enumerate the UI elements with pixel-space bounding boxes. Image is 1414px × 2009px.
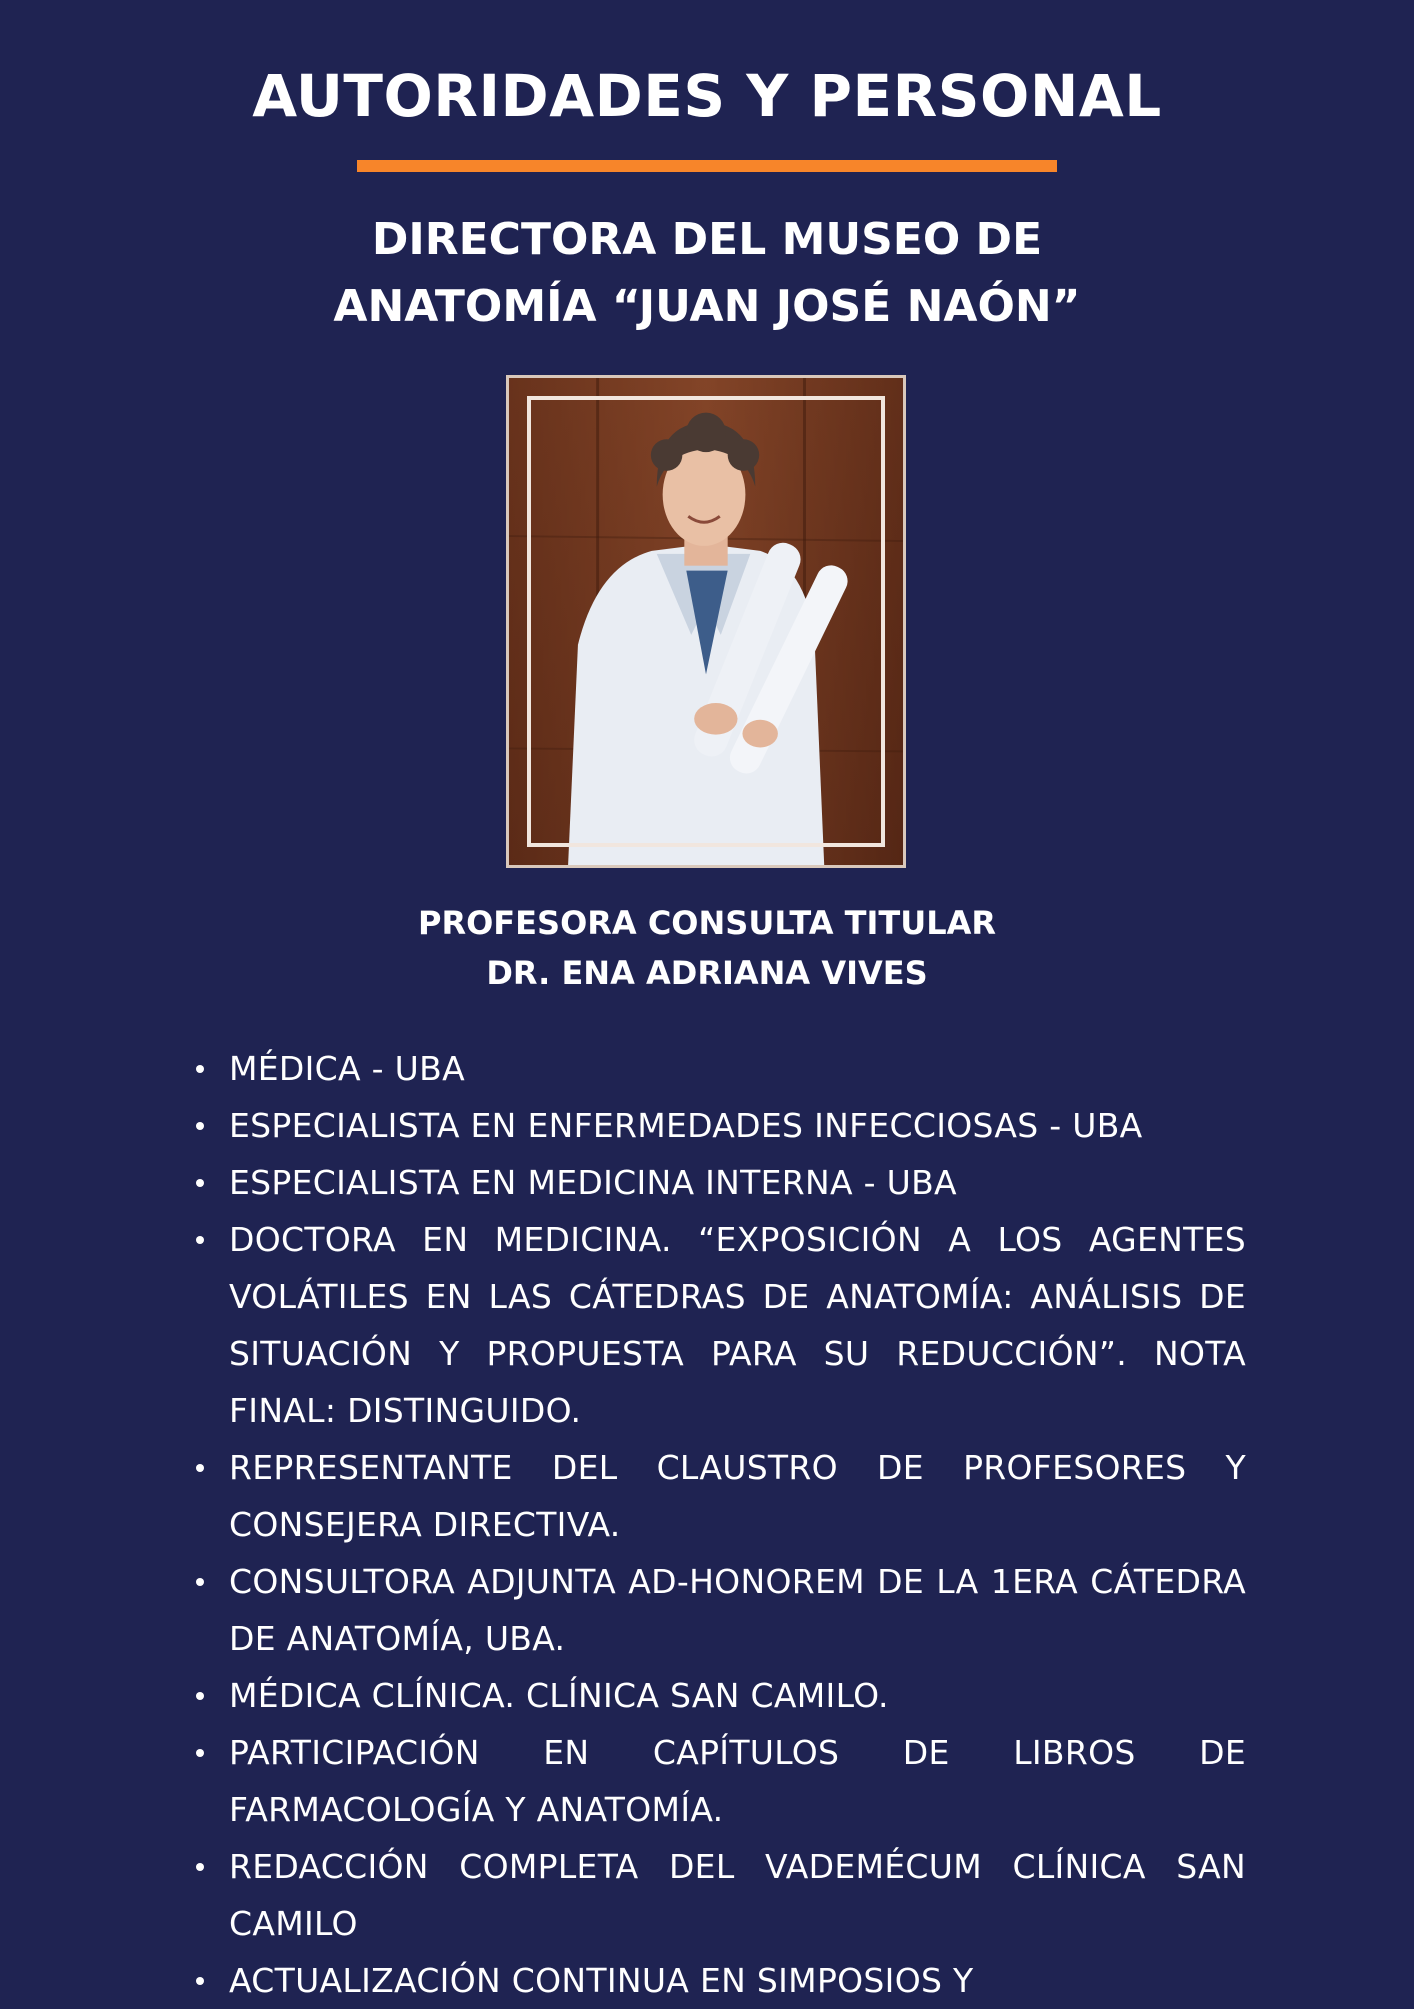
list-item: MÉDICA CLÍNICA. CLÍNICA SAN CAMILO. xyxy=(229,1667,1246,1724)
list-item: CONSULTORA ADJUNTA AD-HONOREM DE LA 1ERA CÁTEDRA DE ANATOMÍA, UBA. xyxy=(229,1553,1246,1667)
portrait-photo xyxy=(506,375,906,868)
list-item: MÉDICA - UBA xyxy=(229,1040,1246,1097)
title-underline xyxy=(357,160,1057,172)
list-item: PARTICIPACIÓN EN CAPÍTULOS DE LIBROS DE FARMACOLOGÍA Y ANATOMÍA. xyxy=(229,1724,1246,1838)
person-title xyxy=(0,898,1414,998)
subtitle-line-1: DIRECTORA DEL MUSEO DE xyxy=(371,214,1043,265)
list-item: DOCTORA EN MEDICINA. “EXPOSICIÓN A LOS AGENTES VOLÁTILES EN LAS CÁTEDRAS DE ANATOMÍA: ANÁLISIS DE SITUACIÓN Y PROPUESTA PARA SU REDUCCIÓN”. NOTA FINAL: DISTINGUIDO. xyxy=(229,1211,1246,1439)
role-line-2: DR. ENA ADRIANA VIVES xyxy=(486,954,928,992)
bio-list xyxy=(229,1040,1246,2009)
portrait-photo-image xyxy=(509,378,903,865)
list-item: REPRESENTANTE DEL CLAUSTRO DE PROFESORES Y CONSEJERA DIRECTIVA. xyxy=(229,1439,1246,1553)
list-item: ESPECIALISTA EN MEDICINA INTERNA - UBA xyxy=(229,1154,1246,1211)
list-item: REDACCIÓN COMPLETA DEL VADEMÉCUM CLÍNICA SAN CAMILO xyxy=(229,1838,1246,1952)
subtitle-line-2: ANATOMÍA “JUAN JOSÉ NAÓN” xyxy=(333,281,1081,332)
list-item: ACTUALIZACIÓN CONTINUA EN SIMPOSIOS Y xyxy=(229,1952,1246,2009)
list-item: ESPECIALISTA EN ENFERMEDADES INFECCIOSAS - UBA xyxy=(229,1097,1246,1154)
section-subtitle xyxy=(0,206,1414,340)
page-title: AUTORIDADES Y PERSONAL xyxy=(252,62,1162,130)
role-line-1: PROFESORA CONSULTA TITULAR xyxy=(418,904,996,942)
